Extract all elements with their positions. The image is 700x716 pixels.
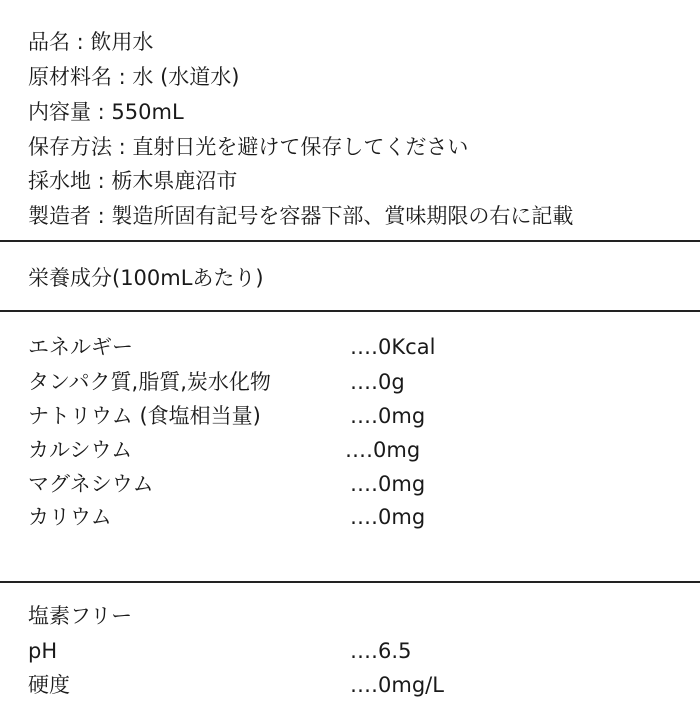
ph-label: pH — [28, 639, 58, 663]
nutrient-value: ‥‥0g — [350, 370, 405, 394]
nutrient-value: ‥‥0mg — [350, 505, 426, 529]
nutrient-label: カルシウム — [28, 438, 133, 462]
ph-value: ‥‥6.5 — [350, 639, 412, 663]
divider — [0, 240, 700, 242]
nutrient-value: ‥‥0Kcal — [350, 335, 436, 359]
nutrient-value: ‥‥0mg — [345, 438, 421, 462]
nutrient-label: カリウム — [28, 505, 112, 529]
nutrient-label: ナトリウム (食塩相当量) — [28, 404, 261, 428]
hardness-value: ‥‥0mg/L — [350, 673, 444, 697]
nutrient-value: ‥‥0mg — [350, 404, 426, 428]
nutrient-label: マグネシウム — [28, 472, 154, 496]
source-location: 採水地 : 栃木県鹿沼市 — [28, 169, 238, 193]
nutrient-value: ‥‥0mg — [350, 472, 426, 496]
divider — [0, 310, 700, 312]
ingredients: 原材料名 : 水 (水道水) — [28, 65, 240, 89]
storage-method: 保存方法 : 直射日光を避けて保存してください — [28, 135, 469, 159]
nutrition-heading: 栄養成分(100mLあたり) — [28, 266, 264, 290]
nutrient-label: タンパク質,脂質,炭水化物 — [28, 370, 271, 394]
product-name: 品名 : 飲用水 — [28, 30, 154, 54]
volume: 内容量 : 550mL — [28, 100, 184, 124]
nutrient-label: エネルギー — [28, 335, 133, 359]
divider — [0, 581, 700, 583]
hardness-label: 硬度 — [28, 673, 70, 697]
chlorine-free: 塩素フリー — [28, 604, 133, 628]
manufacturer: 製造者 : 製造所固有記号を容器下部、賞味期限の右に記載 — [28, 204, 574, 228]
